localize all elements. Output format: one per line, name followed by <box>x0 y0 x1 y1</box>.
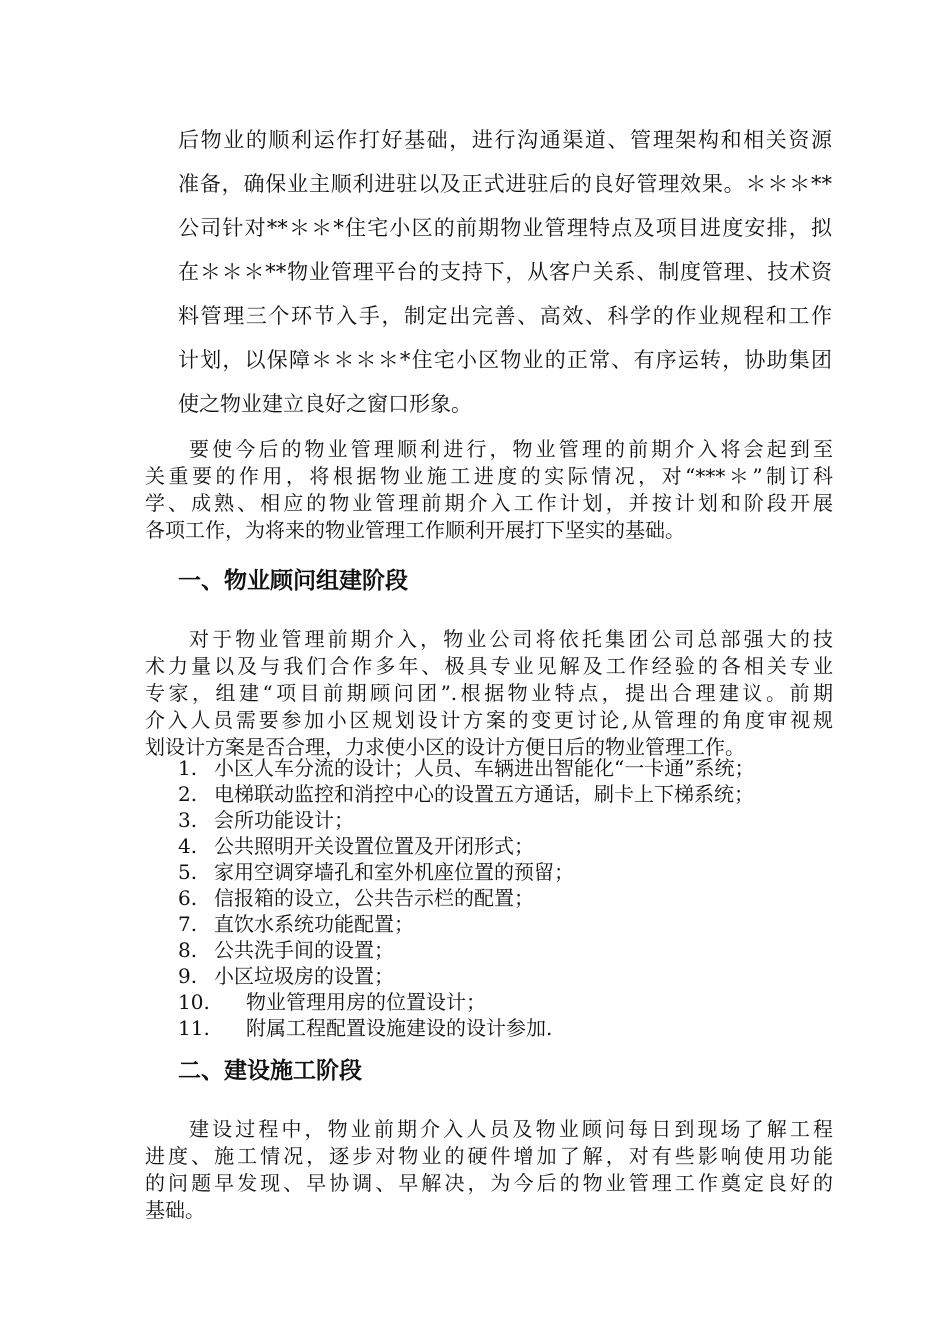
design-items-list <box>178 755 754 1041</box>
text-line: 计划，以保障＊＊＊＊*住宅小区物业的正常、有序运转，协助集团 <box>178 348 832 372</box>
list-number: 5. <box>178 860 198 884</box>
text-line: 后物业的顺利运作打好基础，进行沟通渠道、管理架构和相关资源 <box>178 128 832 152</box>
list-number: 11. <box>178 1016 210 1040</box>
list-text: 小区人车分流的设计；人员、车辆进出智能化“一卡通”系统； <box>214 756 755 780</box>
text-line: 各项工作，为将来的物业管理工作顺利开展打下坚实的基础。 <box>145 518 685 542</box>
list-text: 公共洗手间的设置； <box>214 938 394 962</box>
section-heading-2: 二、建设施工阶段 <box>178 1058 362 1084</box>
section-heading-1: 一、物业顾问组建阶段 <box>178 568 408 594</box>
list-text: 直饮水系统功能配置； <box>214 912 414 936</box>
text-line: 建设过程中，物业前期介入人员及物业顾问每日到现场了解工程 <box>189 1117 833 1141</box>
list-number: 10. <box>178 990 210 1014</box>
list-number: 6. <box>178 886 198 910</box>
list-text: 小区垃圾房的设置； <box>214 964 394 988</box>
text-line: 使之物业建立良好之窗口形象。 <box>178 392 472 416</box>
list-item <box>178 989 754 1015</box>
list-item <box>178 833 754 859</box>
list-number: 9. <box>178 964 198 988</box>
list-number: 4. <box>178 834 198 858</box>
list-text: 附属工程配置设施建设的设计参加. <box>246 1016 553 1040</box>
list-text: 会所功能设计； <box>214 808 354 832</box>
list-text: 物业管理用房的位置设计； <box>246 990 486 1014</box>
list-text: 家用空调穿墙孔和室外机座位置的预留； <box>214 860 574 884</box>
text-line: 要使今后的物业管理顺利进行，物业管理的前期介入将会起到至 <box>189 437 833 461</box>
list-text: 公共照明开关设置位置及开闭形式； <box>214 834 534 858</box>
list-number: 3. <box>178 808 198 832</box>
list-number: 8. <box>178 938 198 962</box>
overview-paragraph <box>145 436 833 544</box>
list-number: 2. <box>178 782 198 806</box>
list-item <box>178 755 754 781</box>
text-line: 划设计方案是否合理，力求使小区的设计方便日后的物业管理工作。 <box>145 735 745 759</box>
list-item <box>178 781 754 807</box>
consultant-paragraph <box>145 626 833 761</box>
text-line: 进度、施工情况，逐步对物业的硬件增加了解，对有些影响使用功能 <box>145 1144 833 1168</box>
construction-paragraph <box>145 1116 833 1224</box>
list-text: 电梯联动监控和消控中心的设置五方通话，刷卡上下梯系统； <box>214 782 754 806</box>
list-item <box>178 963 754 989</box>
list-item <box>178 859 754 885</box>
list-number: 7. <box>178 912 198 936</box>
text-line: 关重要的作用，将根据物业施工进度的实际情况，对“***＊”制订科 <box>145 464 833 488</box>
list-text: 信报箱的设立，公共告示栏的配置； <box>214 886 534 910</box>
text-line: 在＊＊＊**物业管理平台的支持下，从客户关系、制度管理、技术资 <box>178 260 832 284</box>
list-item <box>178 885 754 911</box>
intro-paragraph <box>178 118 832 426</box>
text-line: 的问题早发现、早协调、早解决，为今后的物业管理工作奠定良好的 <box>145 1171 833 1195</box>
text-line: 料管理三个环节入手，制定出完善、高效、科学的作业规程和工作 <box>178 304 832 328</box>
text-line: 学、成熟、相应的物业管理前期介入工作计划，并按计划和阶段开展 <box>145 491 833 515</box>
list-item <box>178 807 754 833</box>
text-line: 术力量以及与我们合作多年、极具专业见解及工作经验的各相关专业 <box>145 654 833 678</box>
list-number: 1. <box>178 756 198 780</box>
list-item <box>178 911 754 937</box>
list-item <box>178 937 754 963</box>
list-item <box>178 1015 754 1041</box>
text-line: 对于物业管理前期介入，物业公司将依托集团公司总部强大的技 <box>189 627 833 651</box>
text-line: 基础。 <box>145 1198 205 1222</box>
text-line: 准备，确保业主顺利进驻以及正式进驻后的良好管理效果。＊＊＊** <box>178 172 832 196</box>
text-line: 介入人员需要参加小区规划设计方案的变更讨论,从管理的角度审视规 <box>145 708 833 732</box>
text-line: 公司针对**＊＊*住宅小区的前期物业管理特点及项目进度安排，拟 <box>178 216 832 240</box>
text-line: 专家，组建“项目前期顾问团”.根据物业特点，提出合理建议。前期 <box>145 681 833 705</box>
